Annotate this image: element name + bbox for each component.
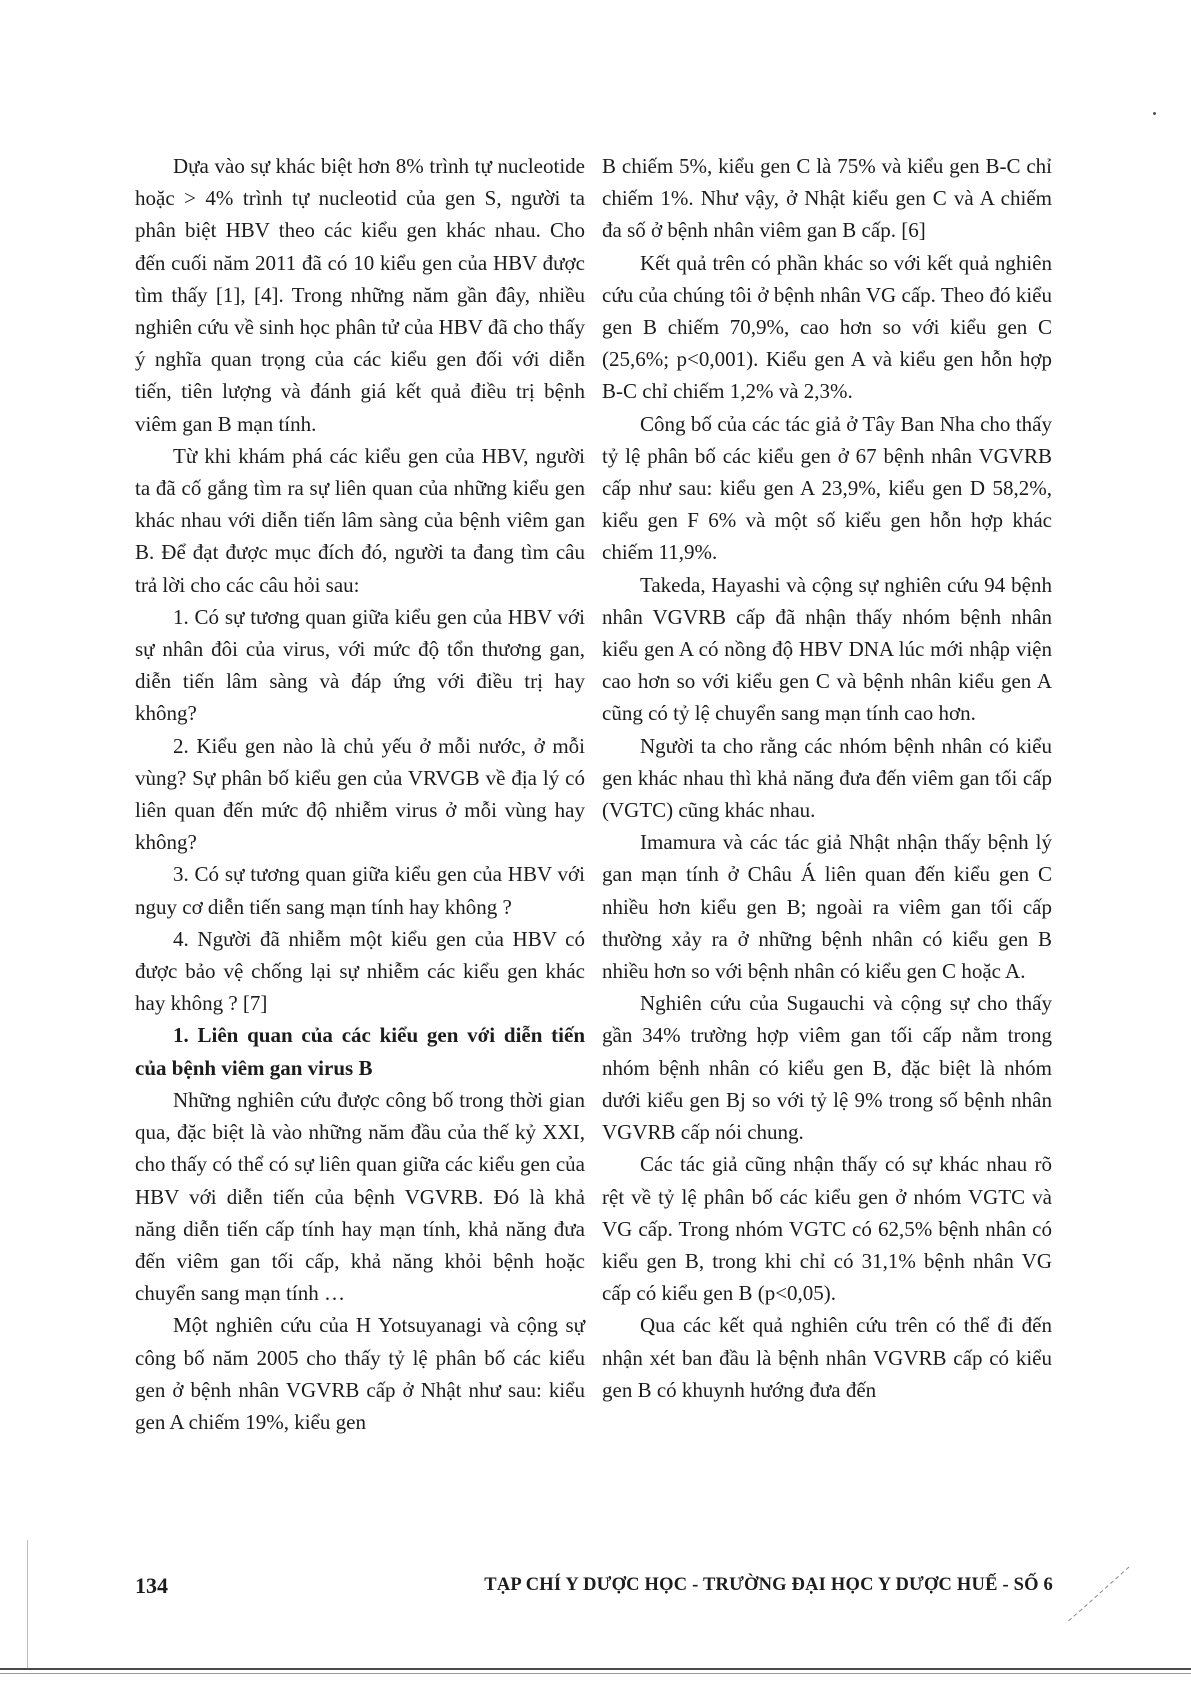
scan-speck — [1153, 112, 1156, 115]
bottom-rule — [0, 1668, 1191, 1670]
paragraph: Từ khi khám phá các kiểu gen của HBV, người ta đã cố gắng tìm ra sự liên quan của những kiểu gen khác nhau với diễn tiến lâm sàng của bệnh viêm gan B. Để đạt được mục đích đó, người ta đang tìm câu trả lời cho các câu hỏi sau: — [135, 443, 585, 597]
paragraph: Một nghiên cứu của H Yotsuyanagi và cộng sự công bố năm 2005 cho thấy tỷ lệ phân bố các kiểu gen ở bệnh nhân VGVRB cấp ở Nhật như sau: kiểu gen A chiếm 19%, kiểu gen — [135, 1313, 585, 1434]
paragraph: Nghiên cứu của Sugauchi và cộng sự cho thấy gần 34% trường hợp viêm gan tối cấp nằm trong nhóm bệnh nhân có kiểu gen B, đặc biệt là nhóm dưới kiểu gen Bj so với tỷ lệ 9% trong số bệnh nhân VGVRB cấp nói chung. — [602, 991, 1052, 1145]
bottom-rule-thin — [0, 1673, 1191, 1674]
left-column — [135, 150, 585, 1438]
paragraph: 2. Kiểu gen nào là chủ yếu ở mỗi nước, ở mỗi vùng? Sự phân bố kiểu gen của VRVGB về địa lý có liên quan đến mức độ nhiễm virus ở mỗi vùng hay không? — [135, 733, 585, 855]
journal-title: TẠP CHÍ Y DƯỢC HỌC - TRƯỜNG ĐẠI HỌC Y DƯỢC HUẾ - SỐ 6 — [484, 1575, 1053, 1595]
paragraph: 3. Có sự tương quan giữa kiểu gen của HBV với nguy cơ diễn tiến sang mạn tính hay không ? — [135, 862, 585, 919]
paragraph: Các tác giả cũng nhận thấy có sự khác nhau rõ rệt về tỷ lệ phân bố các kiểu gen ở nhóm VGTC và VG cấp. Trong nhóm VGTC có 62,5% bệnh nhân có kiểu gen B, trong khi chỉ có 31,1% bệnh nhân VG cấp có kiểu gen B (p<0,05). — [602, 1152, 1052, 1306]
right-column — [602, 150, 1052, 1406]
paragraph: 1. Có sự tương quan giữa kiểu gen của HBV với sự nhân đôi của virus, với mức độ tổn thương gan, diễn tiến lâm sàng và đáp ứng với điều trị hay không? — [135, 604, 585, 726]
paragraph: Những nghiên cứu được công bố trong thời gian qua, đặc biệt là vào những năm đầu của thế kỷ XXI, cho thấy có thể có sự liên quan giữa các kiểu gen của HBV với diễn tiến của bệnh VGVRB. Đó là khả năng diễn tiến cấp tính hay mạn tính, khả năng đưa đến viêm gan tối cấp, khả năng khỏi bệnh hoặc chuyển sang mạn tính … — [135, 1087, 585, 1306]
paragraph: Takeda, Hayashi và cộng sự nghiên cứu 94 bệnh nhân VGVRB cấp đã nhận thấy nhóm bệnh nhân kiểu gen A có nồng độ HBV DNA lúc mới nhập viện cao hơn so với kiểu gen C và bệnh nhân kiểu gen A cũng có tỷ lệ chuyển sang mạn tính cao hơn. — [602, 572, 1052, 726]
paragraph: Qua các kết quả nghiên cứu trên có thể đi đến nhận xét ban đầu là bệnh nhân VGVRB cấp có kiểu gen B có khuynh hướng đưa đến — [602, 1313, 1052, 1402]
page-corner-mark — [1061, 1565, 1131, 1625]
section-heading: 1. Liên quan của các kiểu gen với diễn tiến của bệnh viêm gan virus B — [135, 1023, 585, 1080]
page-footer — [135, 1573, 1053, 1603]
paragraph: B chiếm 5%, kiểu gen C là 75% và kiểu gen B-C chỉ chiếm 1%. Như vậy, ở Nhật kiểu gen C và A chiếm đa số ở bệnh nhân viêm gan B cấp. [6] — [602, 154, 1052, 243]
paragraph: Kết quả trên có phần khác so với kết quả nghiên cứu của chúng tôi ở bệnh nhân VG cấp. Theo đó kiểu gen B chiếm 70,9%, cao hơn so với kiểu gen C (25,6%; p<0,001). Kiểu gen A và kiểu gen hỗn hợp B-C chỉ chiếm 1,2% và 2,3%. — [602, 250, 1052, 404]
page-number: 134 — [135, 1573, 168, 1598]
paragraph: Công bố của các tác giả ở Tây Ban Nha cho thấy tỷ lệ phân bố các kiểu gen ở 67 bệnh nhân VGVRB cấp như sau: kiểu gen A 23,9%, kiểu gen D 58,2%, kiểu gen F 6% và một số kiểu gen hỗn hợp khác chiếm 11,9%. — [602, 411, 1052, 565]
paragraph: Người ta cho rằng các nhóm bệnh nhân có kiểu gen khác nhau thì khả năng đưa đến viêm gan tối cấp (VGTC) cũng khác nhau. — [602, 733, 1052, 823]
paragraph: Imamura và các tác giả Nhật nhận thấy bệnh lý gan mạn tính ở Châu Á liên quan đến kiểu gen C nhiều hơn kiểu gen B; ngoài ra viêm gan tối cấp thường xảy ra ở những bệnh nhân có kiểu gen B nhiều hơn so với bệnh nhân có kiểu gen C hoặc A. — [602, 830, 1052, 984]
paragraph: 4. Người đã nhiễm một kiểu gen của HBV có được bảo vệ chống lại sự nhiễm các kiểu gen khác hay không ? [7] — [135, 926, 585, 1016]
paragraph: Dựa vào sự khác biệt hơn 8% trình tự nucleotide hoặc > 4% trình tự nucleotid của gen S, người ta phân biệt HBV theo các kiểu gen khác nhau. Cho đến cuối năm 2011 đã có 10 kiểu gen của HBV được tìm thấy [1], [4]. Trong những năm gần đây, nhiều nghiên cứu về sinh học phân tử của HBV đã cho thấy ý nghĩa quan trọng của các kiểu gen đối với diễn tiến, tiên lượng và đánh giá kết quả điều trị bệnh viêm gan B mạn tính. — [135, 154, 585, 436]
scan-edge-line — [27, 1540, 28, 1670]
